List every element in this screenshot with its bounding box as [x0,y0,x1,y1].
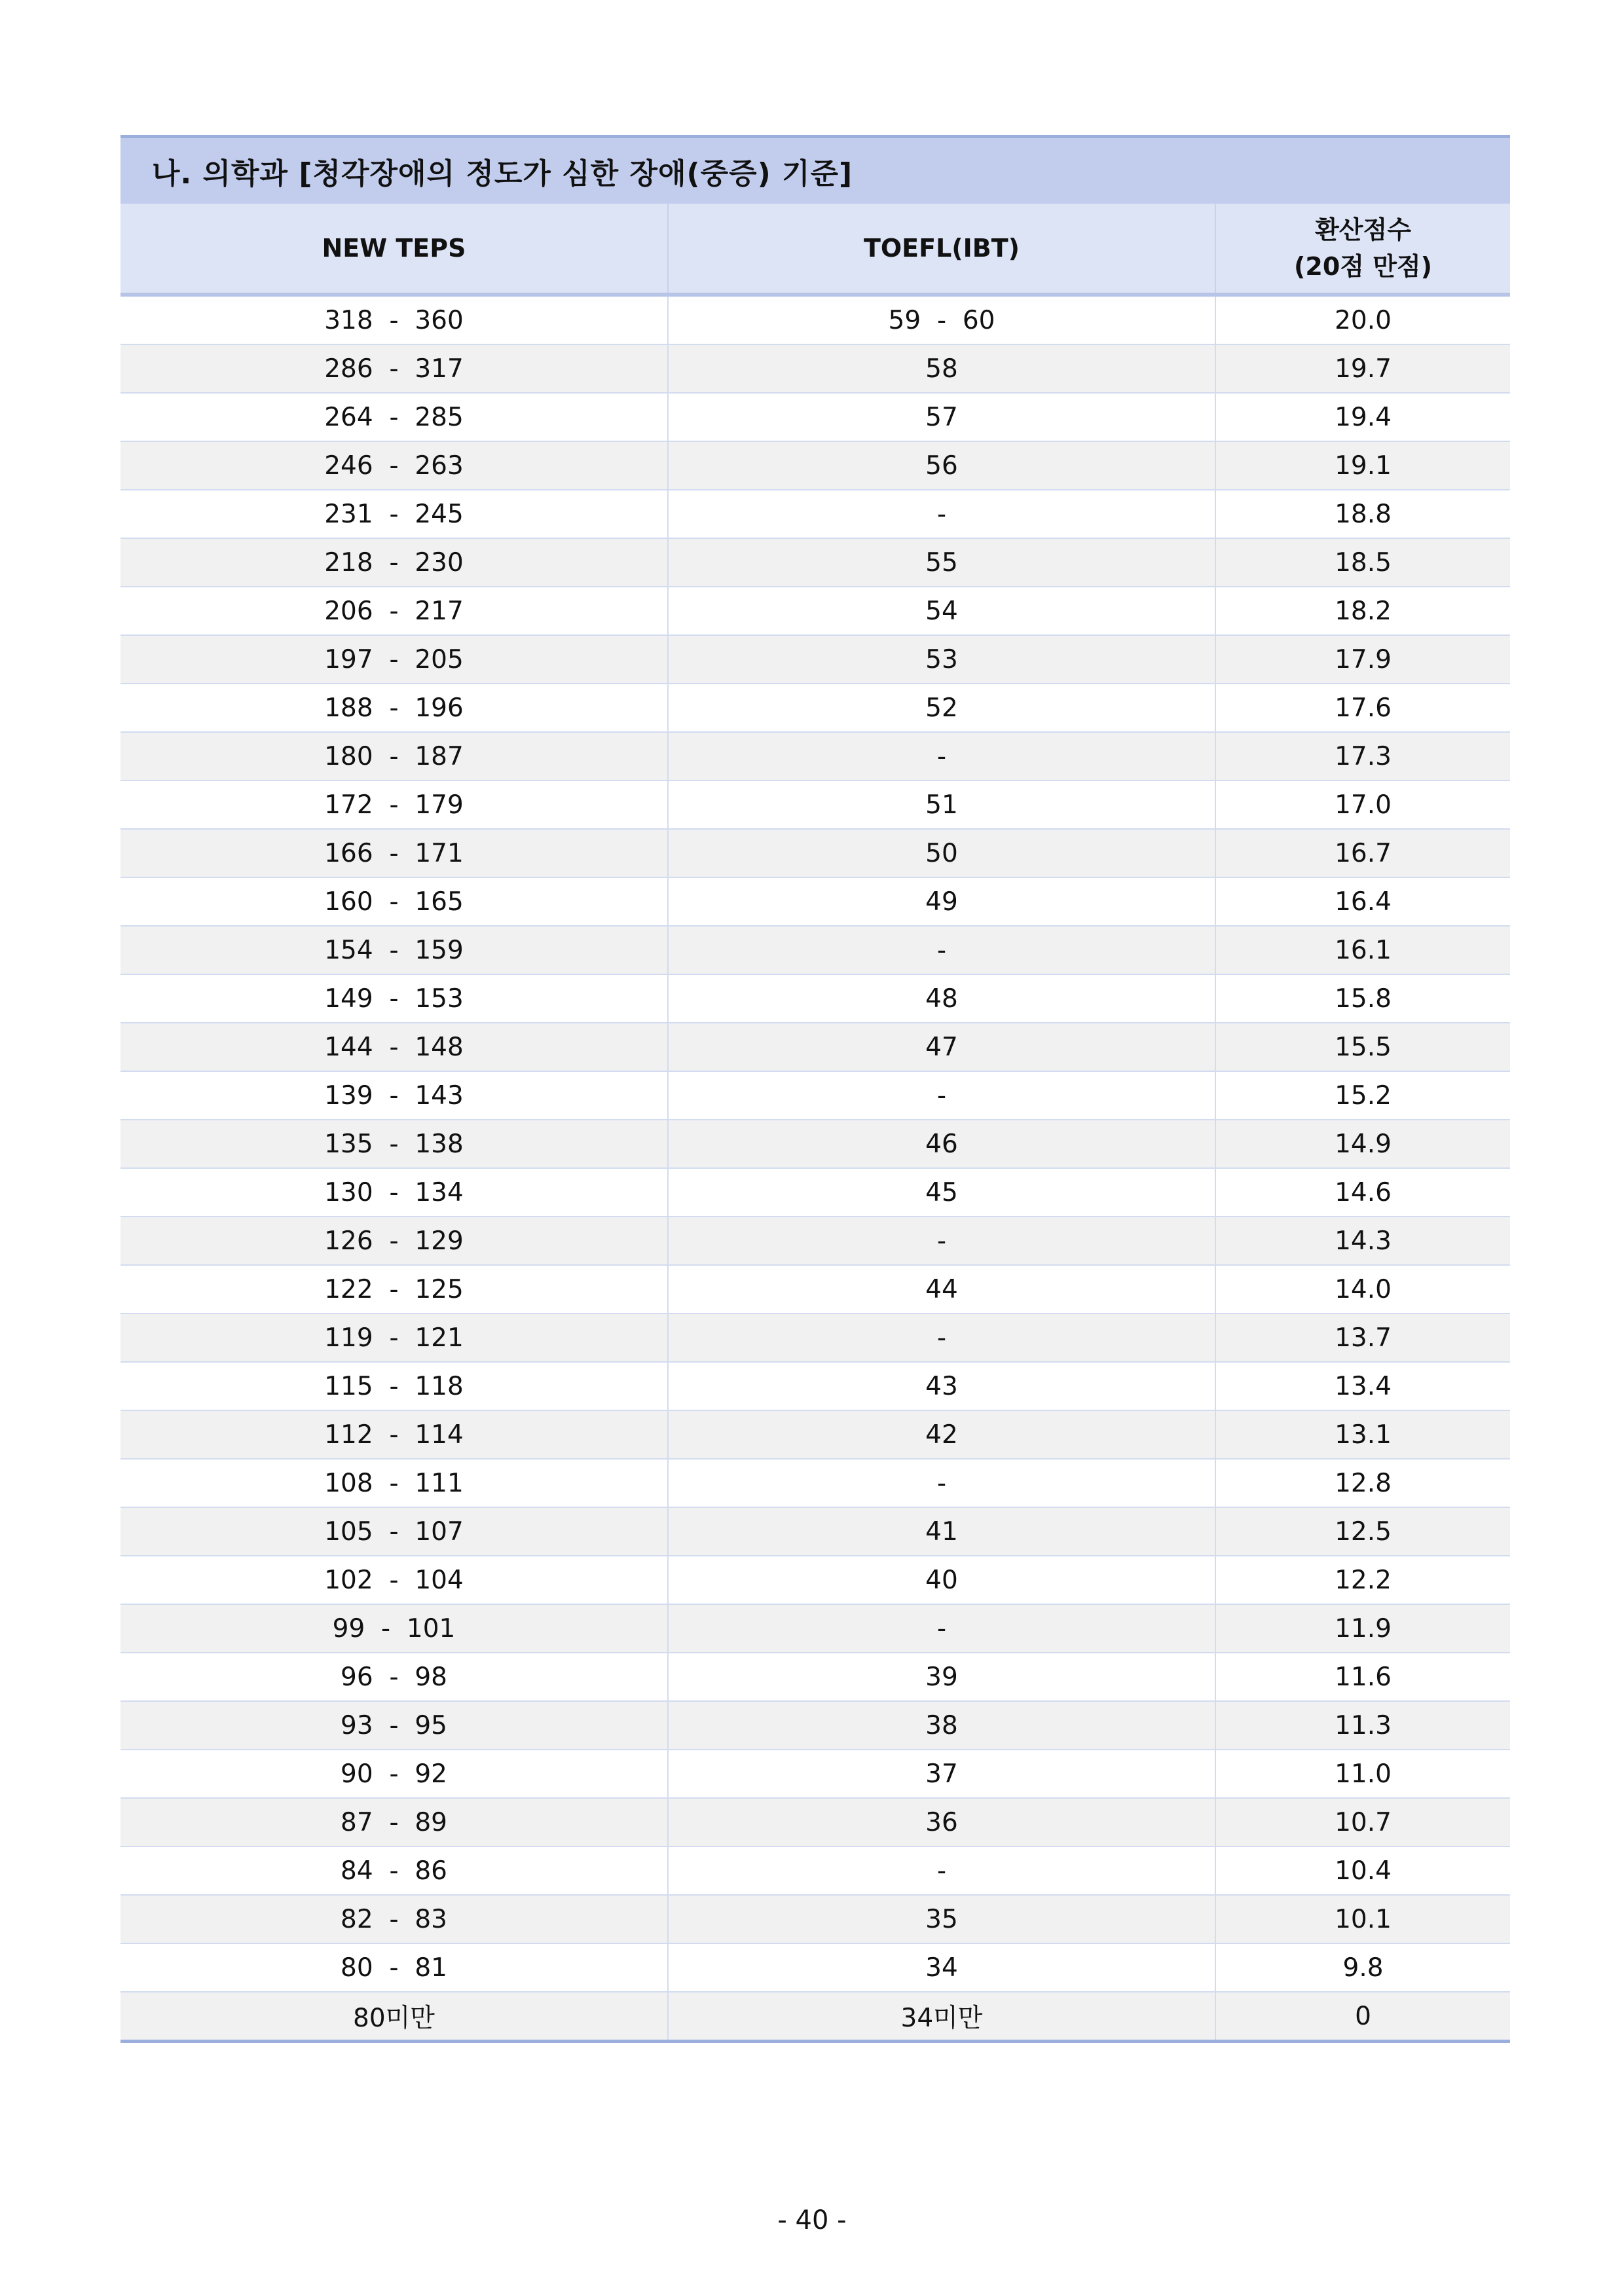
table-row [120,1750,1510,1798]
toefl-ibt-cell: 34 [668,1943,1215,1992]
converted-score-cell: 17.6 [1215,684,1510,732]
new-teps-cell: 149 - 153 [120,974,668,1023]
header-new-teps: NEW TEPS [120,204,668,295]
converted-score-cell: 13.4 [1215,1362,1510,1410]
new-teps-cell: 318 - 360 [120,295,668,344]
converted-score-cell: 11.3 [1215,1701,1510,1750]
converted-score-cell: 19.7 [1215,344,1510,393]
toefl-ibt-cell: 35 [668,1895,1215,1943]
toefl-ibt-cell: - [668,732,1215,780]
new-teps-cell: 102 - 104 [120,1556,668,1604]
table-row [120,344,1510,393]
toefl-ibt-cell: 48 [668,974,1215,1023]
converted-score-cell: 11.0 [1215,1750,1510,1798]
converted-score-cell: 11.9 [1215,1604,1510,1653]
toefl-ibt-cell: - [668,1459,1215,1507]
converted-score-cell: 14.6 [1215,1168,1510,1217]
converted-score-cell: 18.5 [1215,538,1510,587]
converted-score-cell: 17.3 [1215,732,1510,780]
table-body [120,295,1510,2042]
table-row [120,1556,1510,1604]
toefl-ibt-cell: - [668,1313,1215,1362]
new-teps-cell: 93 - 95 [120,1701,668,1750]
toefl-ibt-cell: 34미만 [668,1992,1215,2042]
new-teps-cell: 160 - 165 [120,877,668,926]
new-teps-cell: 96 - 98 [120,1653,668,1701]
header-toefl-ibt: TOEFL(IBT) [668,204,1215,295]
converted-score-cell: 14.3 [1215,1217,1510,1265]
toefl-ibt-cell: 53 [668,635,1215,684]
toefl-ibt-cell: 37 [668,1750,1215,1798]
converted-score-cell: 14.9 [1215,1120,1510,1168]
toefl-ibt-cell: 44 [668,1265,1215,1313]
toefl-ibt-cell: 43 [668,1362,1215,1410]
new-teps-cell: 84 - 86 [120,1846,668,1895]
table-title: 나. 의학과 [청각장애의 정도가 심한 장애(중증) 기준] [120,137,1510,204]
converted-score-cell: 16.1 [1215,926,1510,974]
table-row [120,1992,1510,2042]
new-teps-cell: 231 - 245 [120,490,668,538]
converted-score-cell: 13.7 [1215,1313,1510,1362]
converted-score-cell: 13.1 [1215,1410,1510,1459]
table-row [120,974,1510,1023]
new-teps-cell: 99 - 101 [120,1604,668,1653]
converted-score-cell: 18.8 [1215,490,1510,538]
converted-score-cell: 11.6 [1215,1653,1510,1701]
converted-score-cell: 17.9 [1215,635,1510,684]
toefl-ibt-cell: 56 [668,441,1215,490]
table-row [120,1023,1510,1071]
table-row [120,295,1510,344]
new-teps-cell: 90 - 92 [120,1750,668,1798]
converted-score-cell: 10.1 [1215,1895,1510,1943]
new-teps-cell: 197 - 205 [120,635,668,684]
new-teps-cell: 87 - 89 [120,1798,668,1846]
table-row [120,1507,1510,1556]
new-teps-cell: 80미만 [120,1992,668,2042]
toefl-ibt-cell: - [668,1217,1215,1265]
new-teps-cell: 154 - 159 [120,926,668,974]
table-row [120,1943,1510,1992]
header-converted-score [1215,204,1510,295]
toefl-ibt-cell: 52 [668,684,1215,732]
new-teps-cell: 105 - 107 [120,1507,668,1556]
table-row [120,1313,1510,1362]
table-row [120,1846,1510,1895]
header-converted-score-line1: 환산점수 [1315,215,1411,244]
converted-score-cell: 14.0 [1215,1265,1510,1313]
converted-score-cell: 10.7 [1215,1798,1510,1846]
toefl-ibt-cell: - [668,1071,1215,1120]
converted-score-cell: 15.5 [1215,1023,1510,1071]
converted-score-cell: 12.5 [1215,1507,1510,1556]
table-row [120,877,1510,926]
new-teps-cell: 172 - 179 [120,780,668,829]
table-row [120,829,1510,877]
converted-score-cell: 15.8 [1215,974,1510,1023]
toefl-ibt-cell: - [668,1846,1215,1895]
table-row [120,1604,1510,1653]
converted-score-cell: 15.2 [1215,1071,1510,1120]
new-teps-cell: 188 - 196 [120,684,668,732]
toefl-ibt-cell: 41 [668,1507,1215,1556]
table-row [120,732,1510,780]
toefl-ibt-cell: - [668,490,1215,538]
table-row [120,684,1510,732]
converted-score-cell: 16.4 [1215,877,1510,926]
toefl-ibt-cell: 59 - 60 [668,295,1215,344]
new-teps-cell: 218 - 230 [120,538,668,587]
toefl-ibt-cell: 45 [668,1168,1215,1217]
table-row [120,1895,1510,1943]
table-row [120,393,1510,441]
new-teps-cell: 82 - 83 [120,1895,668,1943]
table-row [120,587,1510,635]
table-row [120,1410,1510,1459]
toefl-ibt-cell: 46 [668,1120,1215,1168]
toefl-ibt-cell: 51 [668,780,1215,829]
new-teps-cell: 115 - 118 [120,1362,668,1410]
toefl-ibt-cell: 47 [668,1023,1215,1071]
toefl-ibt-cell: 38 [668,1701,1215,1750]
table-row [120,441,1510,490]
converted-score-cell: 9.8 [1215,1943,1510,1992]
table-row [120,1120,1510,1168]
new-teps-cell: 112 - 114 [120,1410,668,1459]
new-teps-cell: 180 - 187 [120,732,668,780]
converted-score-cell: 12.8 [1215,1459,1510,1507]
new-teps-cell: 108 - 111 [120,1459,668,1507]
converted-score-cell: 16.7 [1215,829,1510,877]
new-teps-cell: 135 - 138 [120,1120,668,1168]
table-row [120,635,1510,684]
table-row [120,1168,1510,1217]
header-converted-score-line2: (20점 만점) [1294,252,1432,281]
new-teps-cell: 166 - 171 [120,829,668,877]
table-row [120,1701,1510,1750]
table-row [120,538,1510,587]
new-teps-cell: 119 - 121 [120,1313,668,1362]
table-row [120,1362,1510,1410]
table-row [120,1798,1510,1846]
toefl-ibt-cell: 39 [668,1653,1215,1701]
toefl-ibt-cell: 58 [668,344,1215,393]
toefl-ibt-cell: 49 [668,877,1215,926]
toefl-ibt-cell: 36 [668,1798,1215,1846]
converted-score-cell: 20.0 [1215,295,1510,344]
toefl-ibt-cell: 50 [668,829,1215,877]
converted-score-cell: 12.2 [1215,1556,1510,1604]
table-row [120,1217,1510,1265]
score-conversion-table [120,135,1510,2043]
toefl-ibt-cell: 42 [668,1410,1215,1459]
converted-score-cell: 17.0 [1215,780,1510,829]
new-teps-cell: 206 - 217 [120,587,668,635]
table-row [120,490,1510,538]
table-title-row [120,137,1510,204]
toefl-ibt-cell: - [668,926,1215,974]
new-teps-cell: 139 - 143 [120,1071,668,1120]
new-teps-cell: 130 - 134 [120,1168,668,1217]
table-row [120,1653,1510,1701]
table-row [120,1265,1510,1313]
table-row [120,1071,1510,1120]
toefl-ibt-cell: - [668,1604,1215,1653]
toefl-ibt-cell: 54 [668,587,1215,635]
table-row [120,1459,1510,1507]
converted-score-cell: 0 [1215,1992,1510,2042]
new-teps-cell: 122 - 125 [120,1265,668,1313]
toefl-ibt-cell: 55 [668,538,1215,587]
table-row [120,926,1510,974]
table-header-row [120,204,1510,295]
new-teps-cell: 264 - 285 [120,393,668,441]
new-teps-cell: 144 - 148 [120,1023,668,1071]
new-teps-cell: 126 - 129 [120,1217,668,1265]
new-teps-cell: 286 - 317 [120,344,668,393]
new-teps-cell: 246 - 263 [120,441,668,490]
converted-score-cell: 18.2 [1215,587,1510,635]
page-number: - 40 - [777,2205,847,2235]
converted-score-cell: 19.4 [1215,393,1510,441]
converted-score-cell: 10.4 [1215,1846,1510,1895]
table-row [120,780,1510,829]
toefl-ibt-cell: 40 [668,1556,1215,1604]
converted-score-cell: 19.1 [1215,441,1510,490]
toefl-ibt-cell: 57 [668,393,1215,441]
new-teps-cell: 80 - 81 [120,1943,668,1992]
